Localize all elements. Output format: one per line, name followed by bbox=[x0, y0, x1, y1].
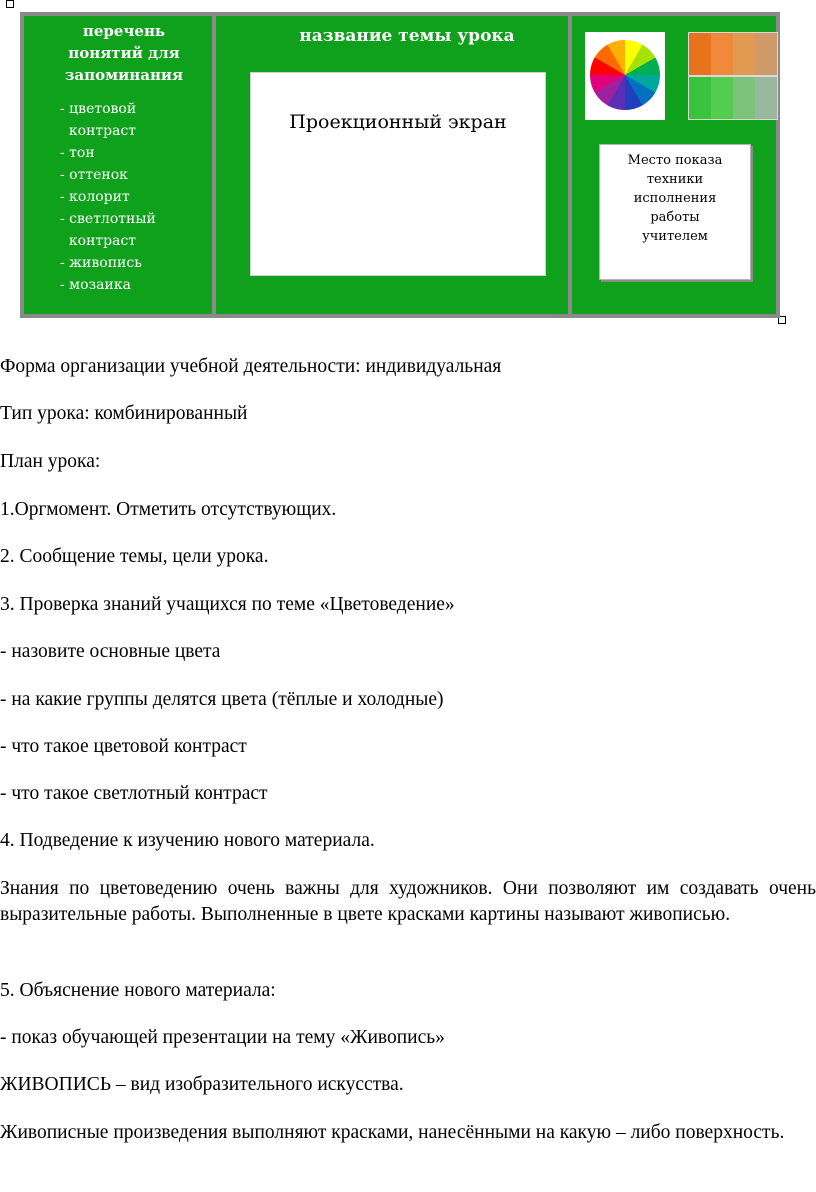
cool-swatch bbox=[689, 77, 711, 119]
concept-item: контраст bbox=[60, 233, 137, 249]
concept-item: - цветовой bbox=[60, 101, 137, 117]
concept-item: контраст bbox=[60, 123, 137, 139]
concept-item: - оттенок bbox=[60, 167, 128, 183]
teacher-area-line: учителем bbox=[642, 229, 708, 244]
color-wheel-image bbox=[590, 40, 660, 110]
projection-screen-label: Проекционный экран bbox=[289, 111, 507, 133]
teacher-demo-area bbox=[599, 144, 751, 280]
concepts-heading-line: понятий для bbox=[68, 44, 180, 62]
organization-form: Форма организации учебной деятельности: индивидуальная bbox=[0, 356, 502, 377]
warm-swatch bbox=[733, 33, 755, 75]
concepts-list bbox=[34, 98, 214, 296]
warm-swatch bbox=[755, 33, 777, 75]
warm-swatch bbox=[711, 33, 733, 75]
plan-step-2: 2. Сообщение темы, цели урока. bbox=[0, 546, 269, 567]
lesson-type: Тип урока: комбинированный bbox=[0, 403, 248, 424]
plan-step-1: 1.Оргмомент. Отметить отсутствующих. bbox=[0, 499, 337, 520]
concepts-heading-line: перечень bbox=[82, 22, 166, 40]
plan-step-4: 4. Подведение к изучению нового материала. bbox=[0, 830, 375, 851]
question-item: - что такое цветовой контраст bbox=[0, 736, 247, 757]
plan-step-5: 5. Объяснение нового материала: bbox=[0, 980, 276, 1001]
question-item: - на какие группы делятся цвета (тёплые и холодные) bbox=[0, 689, 444, 710]
teacher-area-line: техники bbox=[646, 172, 704, 187]
concept-item: - мозаика bbox=[60, 277, 131, 293]
warm-swatch bbox=[689, 33, 711, 75]
concept-item: - живопись bbox=[60, 255, 142, 271]
classroom-board-figure bbox=[20, 12, 780, 318]
color-wheel-panel bbox=[585, 32, 665, 120]
concept-item: - колорит bbox=[60, 189, 130, 205]
concept-item: - тон bbox=[60, 145, 95, 161]
question-item: - назовите основные цвета bbox=[0, 641, 221, 662]
cool-swatch bbox=[733, 77, 755, 119]
resize-handle-top-left[interactable] bbox=[6, 0, 14, 8]
step-4-text: Знания по цветоведению очень важны для художников. Они позволяют им создавать очень выразительные работы. Выполненные в цвете красками картины называют живописью. bbox=[0, 878, 816, 925]
concepts-heading bbox=[34, 20, 214, 86]
plan-step-3: 3. Проверка знаний учащихся по теме «Цветоведение» bbox=[0, 594, 455, 615]
teacher-area-line: Место показа bbox=[627, 153, 723, 168]
board-divider-right bbox=[568, 16, 572, 314]
warm-swatches bbox=[688, 32, 778, 76]
concept-item: - светлотный bbox=[60, 211, 156, 227]
painting-description: Живописные произведения выполняют красками, нанесёнными на какую – либо поверхность. bbox=[0, 1122, 785, 1143]
cool-swatches bbox=[688, 76, 778, 120]
concepts-column bbox=[34, 20, 214, 296]
projection-screen bbox=[250, 72, 546, 276]
green-board bbox=[20, 12, 780, 318]
teacher-area-line: работы bbox=[650, 210, 700, 225]
teacher-area-line: исполнения bbox=[633, 191, 717, 206]
concepts-heading-line: запоминания bbox=[64, 66, 184, 84]
lesson-plan-heading: План урока: bbox=[0, 451, 101, 472]
question-item: - что такое светлотный контраст bbox=[0, 783, 268, 804]
step-5-item: - показ обучающей презентации на тему «Живопись» bbox=[0, 1027, 445, 1048]
cool-swatch bbox=[755, 77, 777, 119]
cool-swatch bbox=[711, 77, 733, 119]
lesson-title-label: название темы урока bbox=[299, 26, 515, 46]
painting-definition: ЖИВОПИСЬ – вид изобразительного искусства. bbox=[0, 1074, 404, 1095]
